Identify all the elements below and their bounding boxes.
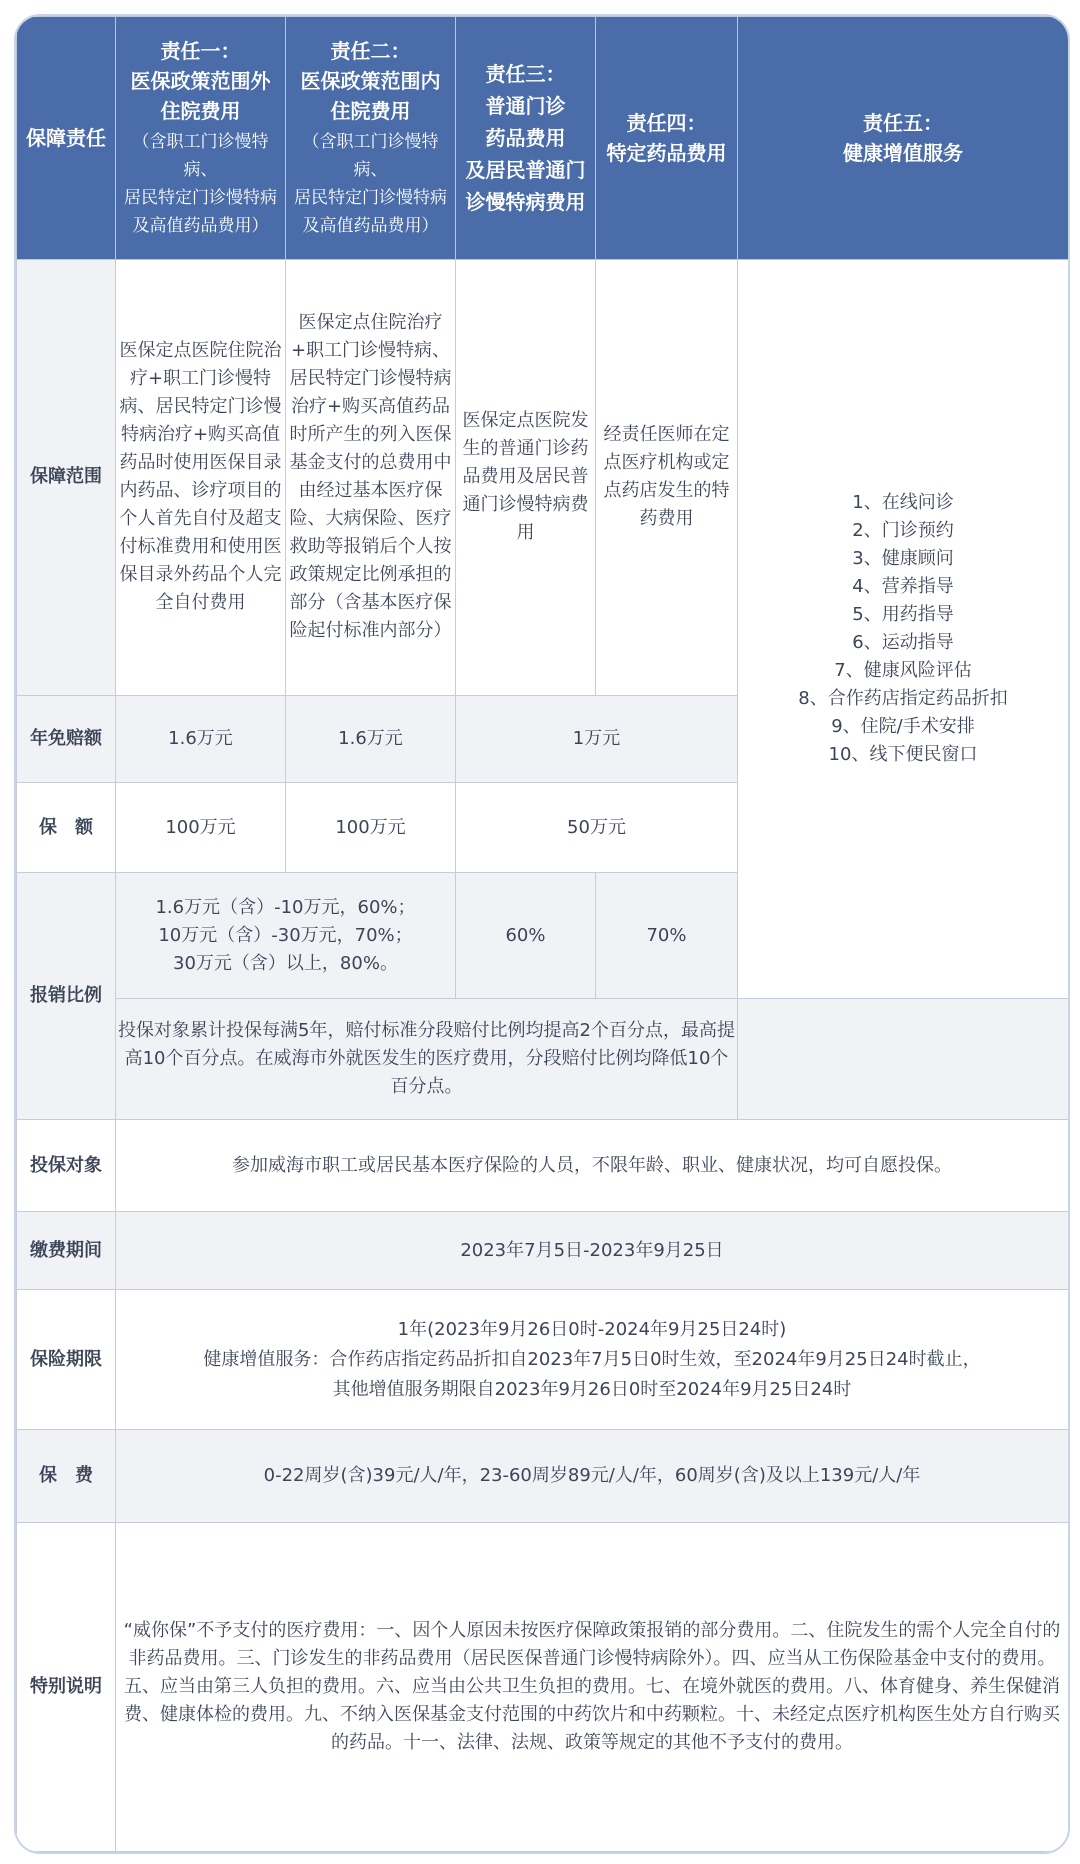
ratio-tiers (116, 873, 456, 999)
scope-duty-3: 医保定点医院发生的普通门诊药品费用及居民普通门诊慢特病费用 (456, 259, 596, 695)
service-item: 8、合作药店指定药品折扣 (798, 687, 1008, 709)
special-row (17, 1522, 1069, 1851)
ratio-duty-3: 60% (456, 873, 596, 999)
services-list (738, 259, 1069, 998)
duty-5-title: 责任五： 健康增值服务 (843, 110, 963, 165)
deductible-duty-1: 1.6万元 (116, 695, 286, 783)
deductible-label: 年免赔额 (17, 695, 116, 783)
ratio-tier: 30万元（含）以上，80%。 (173, 952, 398, 974)
scope-duty-4: 经责任医师在定点医疗机构或定点药店发生的特药费用 (596, 259, 738, 695)
coverage-duty-2: 100万元 (286, 783, 456, 873)
ratio-duty-4: 70% (596, 873, 738, 999)
service-item: 1、在线问诊 (852, 491, 954, 513)
eligible-row (17, 1119, 1069, 1211)
term-line: 1年(2023年9月26日0时-2024年9月25日24时) (397, 1318, 787, 1340)
coverage-duty-3-4: 50万元 (456, 783, 738, 873)
service-item: 7、健康风险评估 (834, 659, 972, 681)
premium-value: 0-22周岁(含)39元/人/年，23-60周岁89元/人/年，60周岁(含)及以上139元/人/年 (116, 1430, 1069, 1522)
scope-label: 保障范围 (17, 259, 116, 695)
payment-period-label: 缴费期间 (17, 1212, 116, 1290)
coverage-duty-1: 100万元 (116, 783, 286, 873)
scope-duty-1: 医保定点医院住院治疗+职工门诊慢特病、居民特定门诊慢特病治疗+购买高值药品时使用医保目录内药品、诊疗项目的个人首先自付及超支付标准费用和使用医保目录外药品个人完全自付费用 (116, 259, 286, 695)
ratio-tier: 10万元（含）-30万元，70%； (158, 924, 413, 946)
service-item: 9、住院/手术安排 (831, 715, 975, 737)
term-row (17, 1290, 1069, 1430)
term-label: 保险期限 (17, 1290, 116, 1430)
ratio-note-blank (738, 999, 1069, 1120)
ratio-tier: 1.6万元（含）-10万元，60%； (155, 896, 416, 918)
duty-2-title: 责任二： 医保政策范围内 住院费用 (300, 38, 441, 123)
header-duty-3 (456, 17, 596, 260)
service-item: 4、营养指导 (852, 575, 954, 597)
term-line: 健康增值服务：合作药店指定药品折扣自2023年7月5日0时生效，至2024年9月25日24时截止， (203, 1348, 981, 1370)
special-label: 特别说明 (17, 1522, 116, 1851)
term-value (116, 1290, 1069, 1430)
eligible-value: 参加威海市职工或居民基本医疗保险的人员，不限年龄、职业、健康状况，均可自愿投保。 (116, 1119, 1069, 1211)
premium-label: 保 费 (17, 1430, 116, 1522)
service-item: 10、线下便民窗口 (828, 743, 978, 765)
insurance-table (16, 16, 1069, 1852)
ratio-note: 投保对象累计投保每满5年，赔付标准分段赔付比例均提高2个百分点，最高提高10个百分点。在威海市外就医发生的医疗费用，分段赔付比例均降低10个百分点。 (116, 999, 738, 1120)
header-duty-1 (116, 17, 286, 260)
duty-1-title: 责任一： 医保政策范围外 住院费用 (130, 38, 271, 123)
service-item: 3、健康顾问 (852, 547, 954, 569)
insurance-table-frame (14, 14, 1070, 1854)
header-duty-2 (286, 17, 456, 260)
scope-row (17, 259, 1069, 695)
payment-period-row (17, 1212, 1069, 1290)
term-line: 其他增值服务期限自2023年9月26日0时至2024年9月25日24时 (332, 1378, 852, 1400)
header-duty-5 (738, 17, 1069, 260)
header-label: 保障责任 (17, 17, 116, 260)
coverage-label: 保 额 (17, 783, 116, 873)
scope-duty-2: 医保定点住院治疗+职工门诊慢特病、居民特定门诊慢特病治疗+购买高值药品时所产生的列入医保基金支付的总费用中由经过基本医疗保险、大病保险、医疗救助等报销后个人按政策规定比例承担的部分（含基本医疗保险起付标准内部分） (286, 259, 456, 695)
deductible-duty-2: 1.6万元 (286, 695, 456, 783)
duty-4-title: 责任四： 特定药品费用 (606, 110, 727, 165)
ratio-note-row (17, 999, 1069, 1120)
ratio-label: 报销比例 (17, 873, 116, 1119)
special-value: “威你保”不予支付的医疗费用：一、因个人原因未按医疗保障政策报销的部分费用。二、住院发生的需个人完全自付的非药品费用。三、门诊发生的非药品费用（居民医保普通门诊慢特病除外）。四、应当从工伤保险基金中支付的费用。五、应当由第三人负担的费用。六、应当由公共卫生负担的费用。七、在境外就医的费用。八、体育健身、养生保健消费、健康体检的费用。九、不纳入医保基金支付范围的中药饮片和中药颗粒。十、未经定点医疗机构医生处方自行购买的药品。十一、法律、法规、政策等规定的其他不予支付的费用。 (116, 1522, 1069, 1851)
header-duty-4 (596, 17, 738, 260)
service-item: 6、运动指导 (852, 631, 954, 653)
eligible-label: 投保对象 (17, 1119, 116, 1211)
premium-row (17, 1430, 1069, 1522)
duty-2-sub: （含职工门诊慢特病、 居民特定门诊慢特病 及高值药品费用） (294, 131, 447, 236)
duty-1-sub: （含职工门诊慢特病、 居民特定门诊慢特病 及高值药品费用） (124, 131, 277, 236)
deductible-duty-3-4: 1万元 (456, 695, 738, 783)
payment-period-value: 2023年7月5日-2023年9月25日 (116, 1212, 1069, 1290)
header-row (17, 17, 1069, 260)
service-item: 2、门诊预约 (852, 519, 954, 541)
duty-3-title: 责任三： 普通门诊 药品费用 及居民普通门 诊慢特病费用 (465, 61, 586, 214)
service-item: 5、用药指导 (852, 603, 954, 625)
